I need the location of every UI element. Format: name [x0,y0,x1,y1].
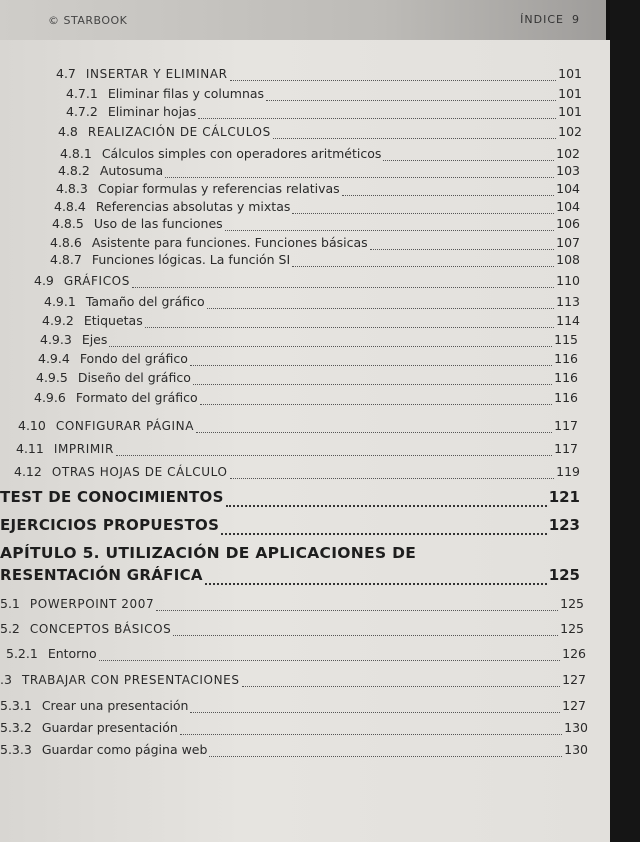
dot-leader [196,431,552,433]
entry-page: 125 [560,621,584,636]
dot-leader [109,345,552,347]
entry-page: 114 [556,313,580,328]
entry-number: 4.9.6 [34,390,66,405]
toc-entry-4-7-2[interactable] [66,104,582,122]
dot-leader [193,383,552,385]
toc-entry-4-8-5[interactable] [52,216,580,234]
entry-title: Eliminar filas y columnas [107,86,265,101]
entry-number: 4.8.3 [56,181,88,196]
entry-title: TRABAJAR CON PRESENTACIONES [21,673,240,687]
entry-page: 104 [556,199,580,214]
entry-number: 4.8.1 [60,146,92,161]
dot-leader [99,659,560,661]
dot-leader [190,364,552,366]
entry-number: 5.2 [0,621,20,636]
dot-leader [156,609,558,611]
toc-entry-4-9-5[interactable] [36,370,578,388]
page-number: 9 [572,13,580,26]
entry-page: 116 [554,370,578,385]
page-header [0,0,610,40]
entry-page: 108 [556,252,580,267]
entry-number: 4.8.5 [52,216,84,231]
entry-number: 4.11 [16,441,44,456]
entry-page: 130 [564,720,588,735]
running-head [520,13,580,26]
dot-leader [342,194,554,196]
entry-title: IMPRIMIR [53,442,114,456]
toc-entry-5-3-3[interactable] [0,742,588,760]
entry-title: Cálculos simples con operadores aritméticos [101,146,382,161]
toc-entry-5-3[interactable] [0,672,586,690]
entry-title: Entorno [47,646,97,661]
entry-number: 5.3.2 [0,720,32,735]
entry-page: 110 [556,273,580,288]
entry-page: 125 [560,596,584,611]
entry-title: Guardar como página web [41,742,208,757]
entry-page: 123 [548,516,580,534]
dot-leader [116,454,552,456]
toc-entry-5-2[interactable] [0,621,584,639]
entry-title: OTRAS HOJAS DE CÁLCULO [51,465,228,479]
dot-leader [225,229,554,231]
toc-entry-4-9-1[interactable] [44,294,580,312]
entry-page: 121 [548,488,580,506]
entry-number: 4.9.1 [44,294,76,309]
entry-page: 116 [554,390,578,405]
entry-title: CONFIGURAR PÁGINA [55,419,195,433]
dot-leader [242,685,561,687]
entry-page: 101 [558,86,582,101]
dot-leader [230,79,557,81]
entry-page: 103 [556,163,580,178]
entry-title: Ejes [81,332,108,347]
entry-page: 125 [548,566,580,584]
toc-entry-4-9-4[interactable] [38,351,578,369]
entry-title: Referencias absolutas y mixtas [95,199,291,214]
entry-title: POWERPOINT 2007 [29,597,155,611]
entry-title: Formato del gráfico [75,390,198,405]
entry-number: 4.9.3 [40,332,72,347]
dot-leader [165,176,554,178]
entry-title: Crear una presentación [41,698,189,713]
entry-number: 4.9.4 [38,351,70,366]
entry-page: 101 [558,66,582,81]
entry-page: 130 [564,742,588,757]
entry-number: 4.12 [14,464,42,479]
entry-page: 106 [556,216,580,231]
toc-entry-5-3-1[interactable] [0,698,586,716]
dot-leader [292,265,554,267]
entry-title: RESENTACIÓN GRÁFICA [0,566,203,584]
entry-title: Uso de las funciones [93,216,223,231]
entry-title: CONCEPTOS BÁSICOS [29,622,172,636]
toc-entry-4-9-2[interactable] [42,313,580,331]
toc-entry-4-7-1[interactable] [66,86,582,104]
dot-leader [292,212,554,214]
toc-entry-test[interactable] [0,488,580,510]
entry-number: 4.8.7 [50,252,82,267]
entry-page: 119 [556,464,580,479]
entry-title: Copiar formulas y referencias relativas [97,181,340,196]
dot-leader [198,117,556,119]
toc-entry-4-9-6[interactable] [34,390,578,408]
entry-title: TEST DE CONOCIMIENTOS [0,488,224,506]
toc-entry-4-7[interactable] [56,66,582,84]
toc-entry-4-8-3[interactable] [56,181,580,199]
entry-number: 4.8.2 [58,163,90,178]
entry-page: 127 [562,698,586,713]
toc-entry-4-8-7[interactable] [50,252,580,270]
toc-entry-4-8-1[interactable] [60,146,580,164]
toc-entry-4-10[interactable] [18,418,578,436]
entry-title: Diseño del gráfico [77,370,191,385]
dot-leader [230,477,555,479]
entry-title: Tamaño del gráfico [85,294,205,309]
toc-entry-4-9-3[interactable] [40,332,578,350]
entry-title: Eliminar hojas [107,104,197,119]
entry-page: 116 [554,351,578,366]
entry-page: 115 [554,332,578,347]
toc-entry-ejercicios[interactable] [0,516,580,538]
toc-entry-4-8[interactable] [58,124,582,142]
entry-title: INSERTAR Y ELIMINAR [85,67,228,81]
entry-number: 4.8 [58,124,78,139]
entry-title: Asistente para funciones. Funciones básicas [91,235,368,250]
entry-page: 102 [558,124,582,139]
entry-title: GRÁFICOS [63,274,130,288]
entry-number: 4.7 [56,66,76,81]
background-edge [610,0,640,842]
entry-number: 4.7.1 [66,86,98,101]
toc-entry-4-8-2[interactable] [58,163,580,181]
dot-leader [370,248,554,250]
entry-page: 113 [556,294,580,309]
toc-entry-5-1[interactable] [0,596,584,614]
entry-title: Funciones lógicas. La función SI [91,252,291,267]
entry-number: 5.3.3 [0,742,32,757]
dot-leader [173,634,558,636]
toc-entry-5-2-1[interactable] [6,646,586,664]
entry-title: Guardar presentación [41,720,178,735]
dot-leader [190,711,560,713]
entry-page: 127 [562,672,586,687]
entry-number: 4.8.4 [54,199,86,214]
toc-entry-4-8-6[interactable] [50,235,580,253]
entry-title: Autosuma [99,163,164,178]
entry-number: 5.1 [0,596,20,611]
entry-title: Etiquetas [83,313,143,328]
dot-leader [145,326,554,328]
toc-entry-5-3-2[interactable] [0,720,588,738]
entry-number: 4.10 [18,418,46,433]
dot-leader [207,307,555,309]
dot-leader [200,403,552,405]
entry-page: 101 [558,104,582,119]
entry-number: 5.3.1 [0,698,32,713]
entry-page: 117 [554,418,578,433]
entry-number: 4.9.5 [36,370,68,385]
entry-page: 117 [554,441,578,456]
dot-leader [273,137,556,139]
chapter-5-title: APÍTULO 5. UTILIZACIÓN DE APLICACIONES DE [0,544,417,562]
publisher-label: © STARBOOK [48,14,128,27]
entry-page: 102 [556,146,580,161]
dot-leader [226,504,547,507]
dot-leader [209,755,562,757]
entry-page: 104 [556,181,580,196]
entry-number: 4.8.6 [50,235,82,250]
entry-number: 4.7.2 [66,104,98,119]
entry-title: REALIZACIÓN DE CÁLCULOS [87,125,271,139]
entry-number: 5.2.1 [6,646,38,661]
dot-leader [383,159,554,161]
dot-leader [221,532,547,535]
section-title: ÍNDICE [520,13,564,26]
dot-leader [205,582,547,585]
dot-leader [132,286,554,288]
toc-entry-4-9[interactable] [34,273,580,291]
dot-leader [180,733,562,735]
entry-number: 4.9.2 [42,313,74,328]
entry-page: 126 [562,646,586,661]
entry-title: Fondo del gráfico [79,351,188,366]
entry-number: 4.9 [34,273,54,288]
toc-entry-4-12[interactable] [14,464,580,482]
entry-number: .3 [0,672,12,687]
toc-entry-4-8-4[interactable] [54,199,580,217]
toc-entry-chapter-5[interactable] [0,566,580,588]
dot-leader [266,99,556,101]
entry-page: 107 [556,235,580,250]
toc-entry-4-11[interactable] [16,441,578,459]
entry-title: EJERCICIOS PROPUESTOS [0,516,220,534]
